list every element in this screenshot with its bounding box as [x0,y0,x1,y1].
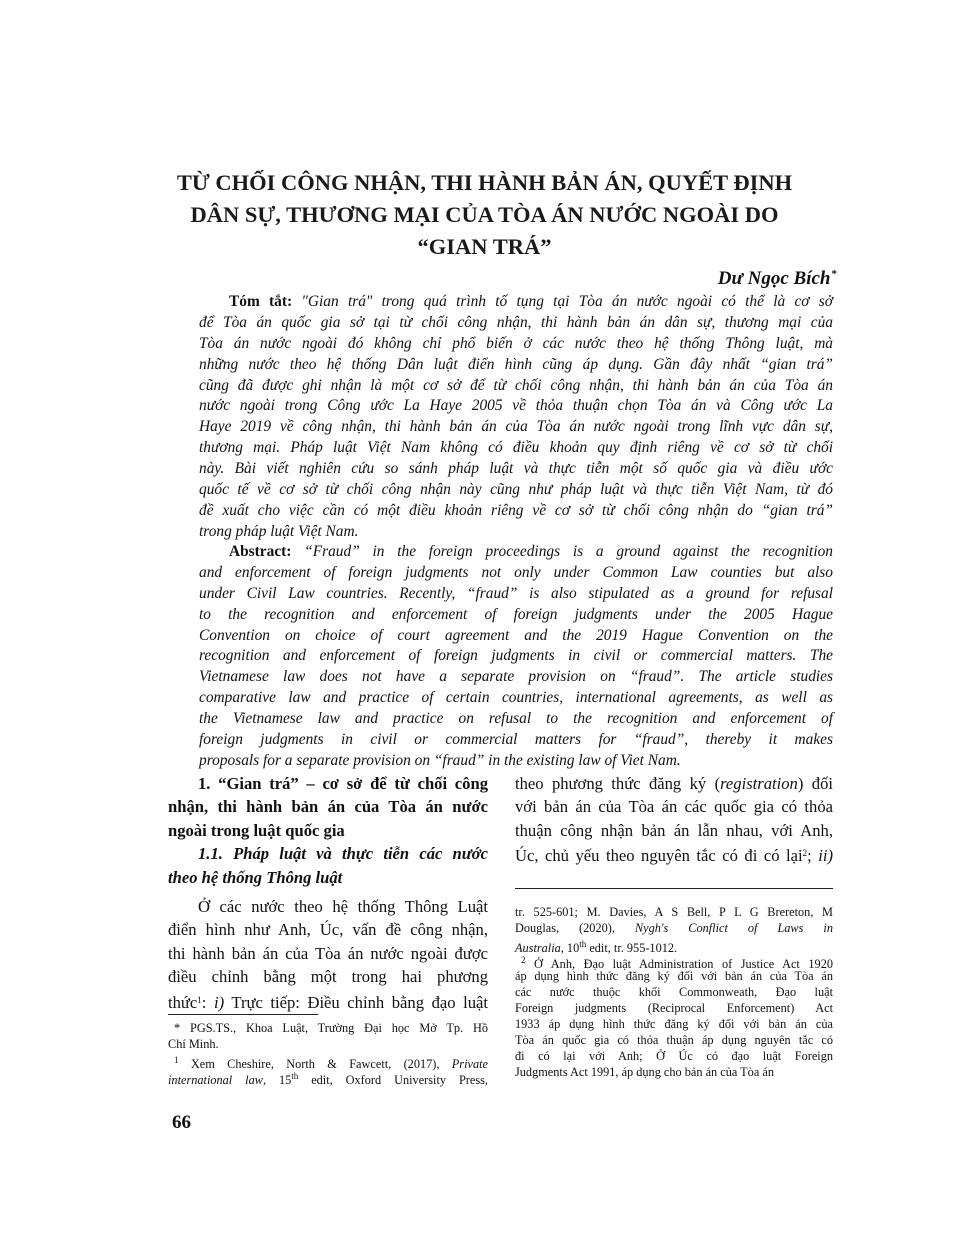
abstract-line: proposals for a separate provision on “fraud” in the existing law of Viet Nam. [199,751,681,769]
paragraph-line: thức$^1$: i) Trực tiếp: Điều chỉnh bằng đạo luật [168,992,488,1012]
paragraph-line: thi hành bản án của Tòa án nước ngoài được [168,943,488,963]
footnote-1-continued: tr. 525-601; M. Davies, A S Bell, P L G Brereton, M [515,905,833,919]
paragraph-line: theo phương thức đăng ký (registration) đối [515,774,833,793]
footnote-1: international law, 15th edit, Oxford University Press, [168,1071,489,1087]
section-heading-line: 1. “Gian trá” – cơ sở để từ chối công [198,774,488,793]
footnote-separator-right [515,888,833,889]
abstract-line: the Vietnamese law and practice on refusal to the recognition and enforcement of [199,710,833,728]
footnote-2: 1933 áp dụng hình thức đăng ký đối với bản án của [515,1017,833,1031]
summary-line: Haye 2019 về công nhận, thi hành bản án của Tòa án nước ngoài trong lĩnh vực dân sự, [199,418,833,436]
author-name: Dư Ngọc Bích [717,268,831,289]
abstract-line: Convention on choice of court agreement and the 2019 Hague Convention on the [199,626,833,644]
right-column [515,772,833,866]
footnote-author: Chí Minh. [168,1037,219,1051]
summary-line: những nước theo hệ thống Dân luật điển hình cũng áp dụng. Gần đây nhất “gian trá” [199,355,833,373]
paragraph-line: thuận công nhận bản án lẫn nhau, với Anh, [515,820,833,840]
footnote-2: Judgments Act 1991, áp dụng cho bản án của Tòa án [515,1065,774,1079]
paragraph-line: điều chỉnh bằng một trong hai phương [168,967,488,987]
summary-line: thương mại. Pháp luật Việt Nam không có điều khoản quy định riêng về cơ sở từ chối [199,439,833,457]
subsection-heading-line: theo hệ thống Thông luật [168,867,343,887]
summary-line: này. Bài viết nghiên cứu so sánh pháp luật và thực tiễn một số quốc gia và điều ước [199,460,833,478]
abstract-line: Abstract: “Fraud” in the foreign proceedings is a ground against the recognition [229,543,833,560]
title-line-1: TỪ CHỐI CÔNG NHẬN, THI HÀNH BẢN ÁN, QUYẾT ĐỊNH [176,170,793,195]
footnote-2: các nước thuộc khối Commonweath, Đạo luật [515,985,833,999]
footnote-author: * PGS.TS., Khoa Luật, Trường Đại học Mở Tp. Hồ [174,1021,488,1035]
author-footnote-marker: * [831,268,837,280]
abstract-line: under Civil Law countries. Recently, “fraud” is also stipulated as a ground for refusal [199,584,833,602]
summary-line: quốc tế về cơ sở từ chối công nhận này cũng như pháp luật và thực tiễn Việt Nam, từ đó [199,481,833,499]
summary-line: Tóm tắt: "Gian trá" trong quá trình tố tụng tại Tòa án nước ngoài có thể là cơ sở [229,293,833,310]
paragraph-line: Úc, chủ yếu theo nguyên tắc có đi có lại$^2$; ii) [515,846,833,866]
paragraph-line: với bản án của Tòa án các quốc gia có thỏa [515,797,833,817]
subsection-heading-line: 1.1. Pháp luật và thực tiễn các nước [198,844,488,864]
footnote-separator-left [168,1014,318,1015]
footnote-2: Foreign judgments (Reciprocal Enforcement) Act [515,1001,833,1015]
footnote-1-continued: Australia, 10th edit, tr. 955-1012. [515,939,678,955]
paragraph-line: Ở các nước theo hệ thống Thông Luật [198,896,488,916]
summary-line: đề xuất cho việc cần có một điều khoản riêng về cơ sở từ chối công nhận do “gian trá” [199,501,833,519]
footnote-ref-1: 1 [197,994,202,1005]
left-column [168,772,488,1012]
footnote-2: đi có lại với Anh; Ở Úc có đạo luật Foreign [515,1049,833,1063]
abstract-line: foreign judgments in civil or commercial matters for “fraud”, thereby it makes [199,731,833,749]
footnote-2: áp dụng hình thức đăng ký đối với bản án của Tòa án [515,969,833,983]
footnote-1-continued: Douglas, (2020), Nygh's Conflict of Laws in [515,921,833,935]
left-footnotes [168,1020,489,1087]
summary-line: nước ngoài trong Công ước La Haye 2005 về thỏa thuận chọn Tòa án và Công ước La [199,397,833,415]
footnote-1: $^1$ Xem Cheshire, North & Fawcett, (2017), Private [174,1055,488,1071]
section-heading-line: nhận, thi hành bản án của Tòa án nước [168,797,488,817]
footnote-2: $^2$ Ở Anh, Đạo luật Administration of Justice Act 1920 [521,955,833,971]
abstract-line: to the recognition and enforcement of foreign judgments under the 2005 Hague [199,605,833,623]
section-heading-line: ngoài trong luật quốc gia [168,820,345,840]
title-line-2: DÂN SỰ, THƯƠNG MẠI CỦA TÒA ÁN NƯỚC NGOÀI DO [190,202,779,227]
title-line-3: “GIAN TRÁ” [417,234,552,259]
footnote-2: Tòa án quốc gia có thỏa thuận áp dụng nguyên tắc có [515,1033,833,1047]
summary-label: Tóm tắt: [229,293,293,310]
abstract-line: comparative law and practice of certain countries, international agreements, as well as [199,689,833,707]
article-title [140,167,829,263]
summary-line: trong pháp luật Việt Nam. [199,522,359,540]
paragraph-line: điển hình như Anh, Úc, vấn đề công nhận, [168,920,488,940]
abstract-label: Abstract: [229,543,292,560]
abstract-line: and enforcement of foreign judgments not only under Common Law counties but also [199,563,833,581]
summary-line: Tòa án nước ngoài đó không chỉ phổ biến ở các nước theo hệ thống Thông luật, mà [199,334,833,352]
page-number: 66 [172,1112,191,1133]
abstract-line: recognition and enforcement of foreign judgments in civil or commercial matters. The [199,647,833,665]
abstract-english [199,542,833,772]
footnote-ref-2: 2 [802,848,808,859]
summary-line: để Tòa án quốc gia sở tại từ chối công nhận, thi hành bản án dân sự, thương mại của [199,313,833,331]
right-footnotes [515,904,833,1080]
summary-vietnamese [199,292,833,543]
abstract-line: Vietnamese law does not have a separate provision on “fraud”. The article studies [199,668,833,686]
summary-line: cũng đã được ghi nhận là một cơ sở để từ chối công nhận, thi hành bản án của Tòa án [199,376,833,394]
author [718,268,837,290]
